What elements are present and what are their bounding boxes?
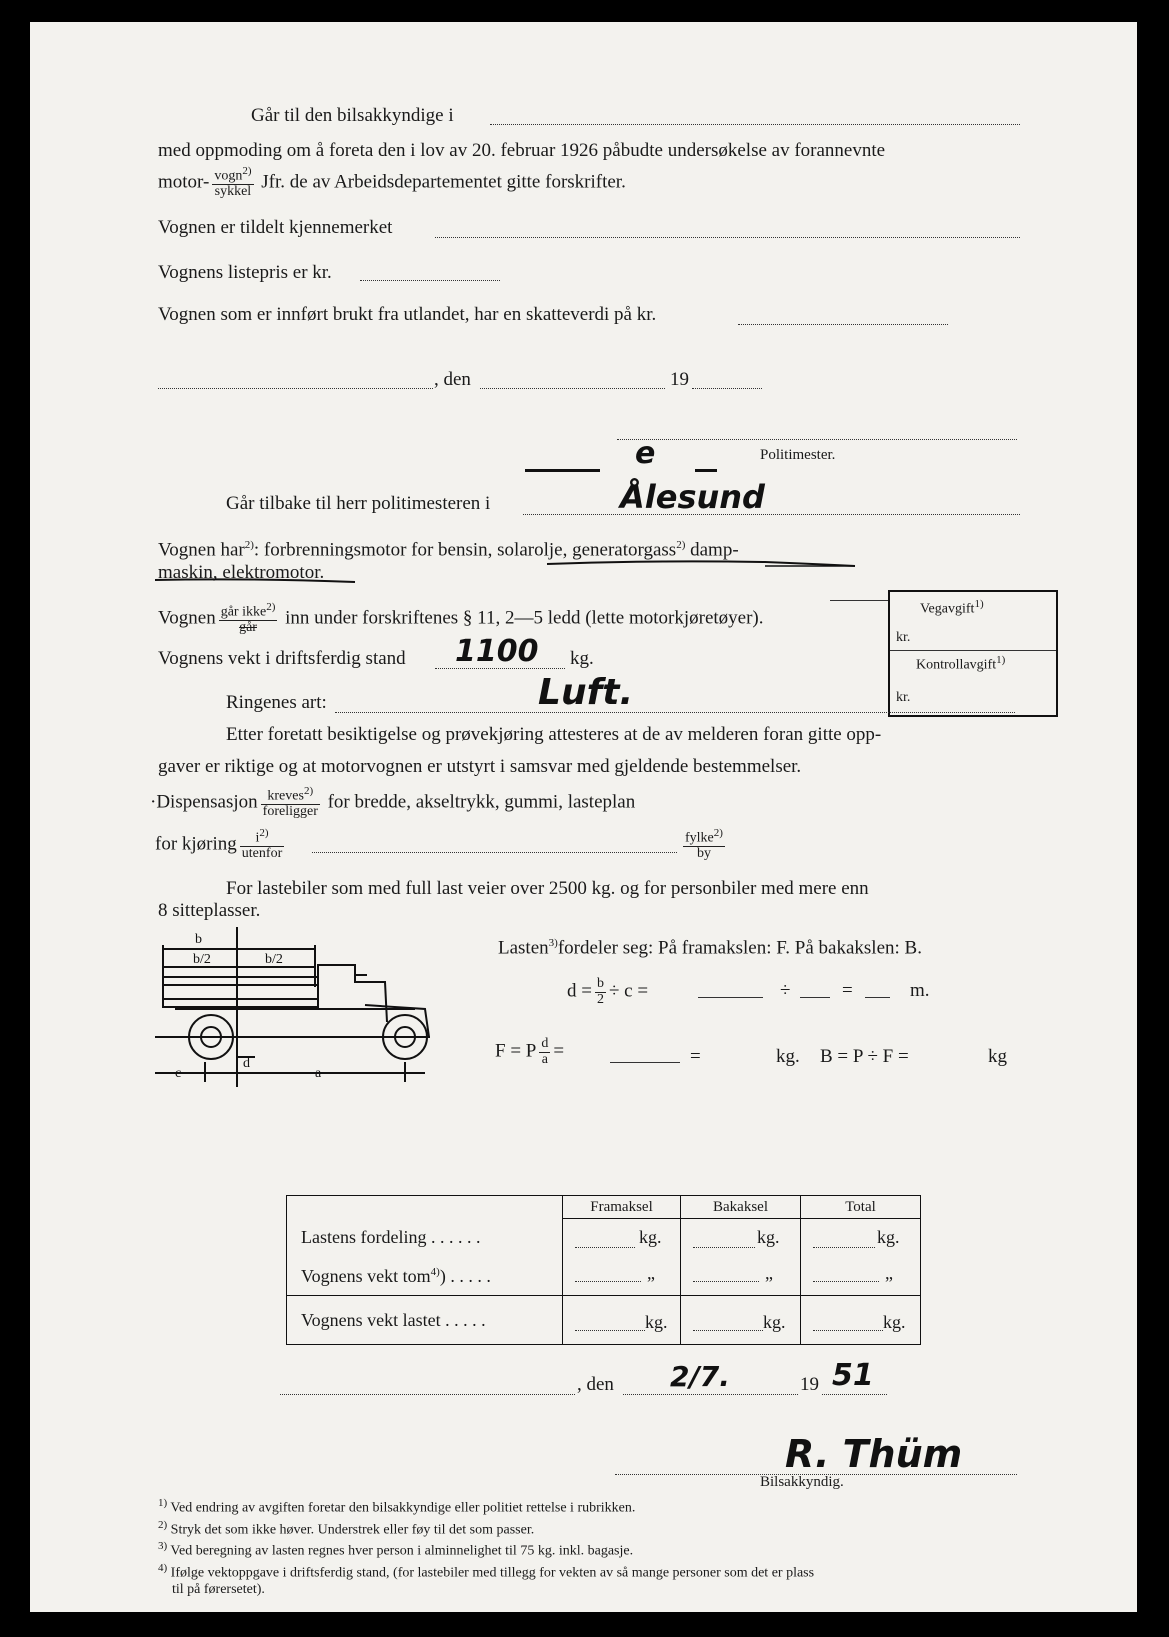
diagram-label-d: d xyxy=(243,1056,250,1071)
lasten-line: Lasten$^{3)}$fordeler seg: På framakslen: F. På bakakslen: B. xyxy=(498,937,922,959)
attest-line-1: Etter foretatt besiktigelse og prøvekjøring attesteres at de av melderen foran gitte opp- xyxy=(226,724,882,745)
table-row xyxy=(287,1257,921,1296)
d-minus: ÷ xyxy=(780,980,791,1001)
footnote: til på førersetet). xyxy=(172,1581,265,1597)
bleed-through-text xyxy=(650,172,656,198)
year-field[interactable] xyxy=(692,388,762,389)
f-formula: F = P $\frac{d}{a}$ = xyxy=(495,1036,565,1067)
diagram-label-b: b xyxy=(195,932,202,947)
sign-date-value: 2/7. xyxy=(670,1360,730,1393)
kjoring-line: for kjøring $\frac{i^{2)}}{\text{utenfor}}$ xyxy=(155,827,283,862)
tyres-field[interactable] xyxy=(335,712,1015,713)
f-field-1[interactable] xyxy=(610,1062,680,1063)
sign-year-prefix: 19 xyxy=(800,1374,819,1395)
motor-line: motor- $\frac{vogn^{2)}}{\text{sykkel}}$ Jfr. de av Arbeidsdepartementet gitte forskrifter. xyxy=(158,165,626,200)
sign-date-field[interactable] xyxy=(623,1394,798,1395)
den-label: , den xyxy=(434,369,471,390)
f-unit: kg. xyxy=(776,1046,800,1067)
tyres-label: Ringenes art: xyxy=(226,692,327,713)
table-row xyxy=(287,1296,921,1345)
weight-label: Vognens vekt i driftsferdig stand xyxy=(158,648,406,669)
kjennemerke-field[interactable] xyxy=(435,237,1020,238)
return-label: Går tilbake til herr politimesteren i xyxy=(226,493,491,514)
engine-line-2: maskin, elektromotor. xyxy=(158,562,325,583)
fee-box xyxy=(888,590,1058,717)
table-cell[interactable]: kg. xyxy=(681,1296,801,1345)
dispensasjon-line: ·Dispensasjon $\frac{kreves^{2)}}{\text{foreligger}}$ for bredde, akseltrykk, gummi, lasteplan xyxy=(150,785,636,820)
vegavgift-field[interactable] xyxy=(890,650,1056,651)
table-header: Total xyxy=(801,1196,921,1219)
d-field-1[interactable] xyxy=(698,997,763,998)
attest-line-2: gaver er riktige og at motorvognen er utstyrt i samsvar med gjeldende bestemmelser. xyxy=(158,756,802,777)
fylke-fraction: $\frac{fylke^{2)}}{by}$ xyxy=(685,827,723,862)
b-unit: kg xyxy=(988,1046,1007,1067)
table-cell[interactable]: kg. xyxy=(801,1219,921,1258)
d-field-3[interactable] xyxy=(865,997,890,998)
table-cell[interactable]: kg. xyxy=(563,1219,681,1258)
form-page xyxy=(30,22,1137,1612)
bilsakkyndige-field[interactable] xyxy=(490,124,1020,125)
d-formula: d = $\frac{b}{2}$ ÷ c = xyxy=(567,976,649,1007)
goes-line: Vognen $\frac{går ikke^{2)}}{\text{går}}$ inn under forskriftenes § 11, 2—5 ledd (lette motorkjøretøyer). xyxy=(158,601,764,636)
sign-place-field[interactable] xyxy=(280,1394,575,1395)
politimester-label: Politimester. xyxy=(760,447,836,463)
weight-table xyxy=(286,1195,921,1345)
kjoring-field[interactable] xyxy=(312,852,677,853)
sign-year-value: 51 xyxy=(832,1358,874,1393)
kontrollavgift-label: Kontrollavgift$^{1)}$ xyxy=(916,654,1006,673)
table-cell[interactable]: kg. xyxy=(681,1219,801,1258)
table-cell[interactable]: „ xyxy=(563,1257,681,1296)
truck-diagram xyxy=(155,927,455,1087)
table-header-row xyxy=(287,1196,921,1219)
weight-value: 1100 xyxy=(455,634,539,669)
year-prefix: 19 xyxy=(670,369,689,390)
sign-year-field[interactable] xyxy=(822,1394,887,1395)
footnote: $^{1)}$ Ved endring av avgiften foretar den bilsakkyndige eller politiet rettelse i rubrikken. xyxy=(158,1497,636,1516)
engine-line-connector xyxy=(830,600,888,601)
return-field[interactable] xyxy=(523,514,1020,515)
table-cell[interactable]: kg. xyxy=(563,1296,681,1345)
kjennemerke-label: Vognen er tildelt kjennemerket xyxy=(158,217,393,238)
bilsakkyndige-label: Går til den bilsakkyndige i xyxy=(251,105,454,126)
table-header: Framaksel xyxy=(563,1196,681,1219)
hand-stroke xyxy=(525,469,600,472)
table-cell[interactable]: kg. xyxy=(801,1296,921,1345)
b-formula: B = P ÷ F = xyxy=(820,1046,909,1067)
diagram-label-a: a xyxy=(315,1066,322,1081)
politimester-signature-field[interactable] xyxy=(617,439,1017,440)
skatteverdi-field[interactable] xyxy=(738,324,948,325)
hand-dash xyxy=(695,469,717,472)
row-label: Vognens vekt tom$^{4)}$) . . . . . xyxy=(287,1257,563,1296)
vegavgift-label: Vegavgift$^{1)}$ xyxy=(920,598,984,617)
row-label: Lastens fordeling . . . . . . xyxy=(287,1219,563,1258)
engine-line-1: Vognen har$^{2)}$: forbrenningsmotor for bensin, solarolje, generatorgass$^{2)}$ damp- xyxy=(158,539,739,561)
table-row xyxy=(287,1219,921,1258)
d-equals: = xyxy=(842,980,853,1001)
footnote: $^{4)}$ Ifølge vektoppgave i driftsferdig stand, (for lastebiler med tillegg for vekten av så mange personer som det er plass xyxy=(158,1561,815,1581)
diagram-label-half1: b/2 xyxy=(193,952,211,967)
footnotes xyxy=(158,1495,814,1598)
footnote: $^{2)}$ Stryk det som ikke høver. Understrek eller føy til det som passer. xyxy=(158,1518,535,1538)
bilsakkyndig-signature: R. Thüm xyxy=(785,1432,963,1476)
skatteverdi-label: Vognen som er innført brukt fra utlandet, har en skatteverdi på kr. xyxy=(158,304,657,325)
bilsakkyndig-label: Bilsakkyndig. xyxy=(760,1474,844,1490)
diagram-label-c: c xyxy=(175,1066,182,1081)
vegavgift-kr: kr. xyxy=(896,630,911,645)
weight-unit: kg. xyxy=(570,648,594,669)
lastebil-line-2: 8 sitteplasser. xyxy=(158,900,261,921)
engine-strike-marks xyxy=(155,542,895,592)
table-header: Bakaksel xyxy=(681,1196,801,1219)
date-field[interactable] xyxy=(480,388,665,389)
d-unit: m. xyxy=(910,980,930,1001)
request-text: med oppmoding om å foreta den i lov av 20. februar 1926 påbudte undersøkelse av forannevnte xyxy=(158,140,886,161)
row-label: Vognens vekt lastet . . . . . xyxy=(287,1296,563,1345)
lastebil-line-1: For lastebiler som med full last veier over 2500 kg. og for personbiler med mere enn xyxy=(226,878,869,899)
place-field[interactable] xyxy=(158,388,433,389)
kontrollavgift-kr: kr. xyxy=(896,690,911,705)
return-value: Ålesund xyxy=(620,478,765,516)
sign-den-label: , den xyxy=(577,1374,614,1395)
listepris-field[interactable] xyxy=(360,280,500,281)
diagram-label-half2: b/2 xyxy=(265,952,283,967)
f-equals-2: = xyxy=(690,1046,701,1067)
hand-mark: e xyxy=(635,436,656,471)
table-cell[interactable]: „ xyxy=(681,1257,801,1296)
d-field-2[interactable] xyxy=(800,997,830,998)
footnote: $^{3)}$ Ved beregning av lasten regnes hver person i alminnelighet til 75 kg. inkl. bagasje. xyxy=(158,1540,634,1559)
listepris-label: Vognens listepris er kr. xyxy=(158,262,332,283)
tyres-value: Luft. xyxy=(538,672,634,713)
table-cell[interactable]: „ xyxy=(801,1257,921,1296)
